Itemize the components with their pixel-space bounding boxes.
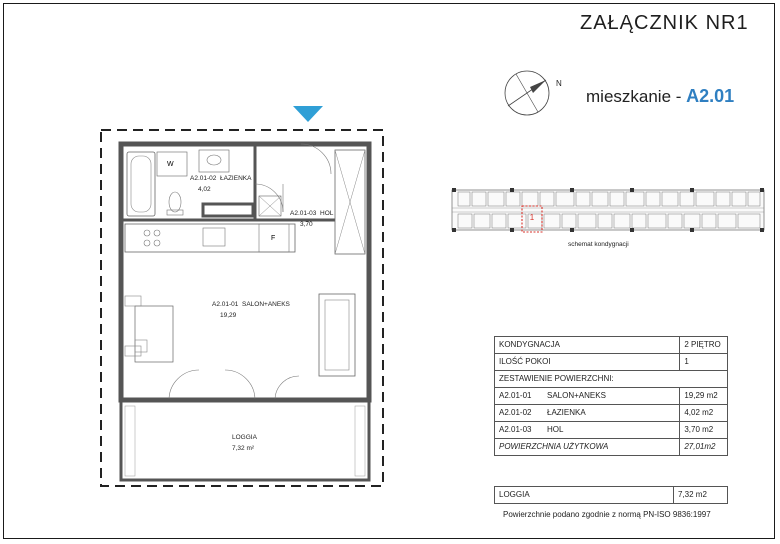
room-hall-area: 3,70 — [300, 221, 313, 228]
table-row: A2.01-03 HOL 3,70 m2 — [495, 422, 728, 439]
info-table — [494, 336, 728, 456]
table-row: LOGGIA 7,32 m2 — [495, 487, 728, 504]
footer-note: Powierzchnie podano zgodnie z normą PN-ISO 9836:1997 — [503, 510, 711, 519]
room-loggia-label: LOGGIA — [232, 434, 257, 441]
schema-caption: schemat kondygnacji — [568, 241, 629, 248]
entrance-marker-icon — [293, 106, 323, 122]
table-row: A2.01-01 SALON+ANEKS 19,29 m2 — [495, 388, 728, 405]
room-hall-label: A2.01-03 HOL — [290, 210, 334, 217]
room-bathroom-label: A2.01-02 ŁAZIENKA — [190, 175, 252, 182]
loggia-table — [494, 486, 728, 504]
apartment-label — [586, 86, 734, 107]
room-loggia-area: 7,32 m² — [232, 445, 255, 452]
apartment-code: A2.01 — [686, 86, 735, 106]
fridge-label: F — [271, 235, 276, 242]
table-row: ZESTAWIENIE POWIERZCHNI: — [495, 371, 728, 388]
table-row: KONDYGNACJA 2 PIĘTRO — [495, 337, 728, 354]
table-row: POWIERZCHNIA UŻYTKOWA 27,01m2 — [495, 439, 728, 456]
compass-icon — [500, 66, 570, 126]
room-living-area: 19,29 — [220, 312, 237, 319]
table-row: A2.01-02 ŁAZIENKA 4,02 m2 — [495, 405, 728, 422]
apartment-prefix: mieszkanie - — [586, 87, 687, 106]
floor-schema — [450, 186, 770, 240]
svg-text:1: 1 — [529, 213, 535, 222]
room-living-label: A2.01-01 SALON+ANEKS — [212, 301, 290, 308]
table-row: ILOŚĆ POKOI 1 — [495, 354, 728, 371]
north-label: N — [556, 79, 562, 88]
room-bathroom-area: 4,02 — [198, 186, 211, 193]
washer-label: W — [167, 161, 174, 168]
document-title: ZAŁĄCZNIK NR1 — [580, 12, 749, 34]
